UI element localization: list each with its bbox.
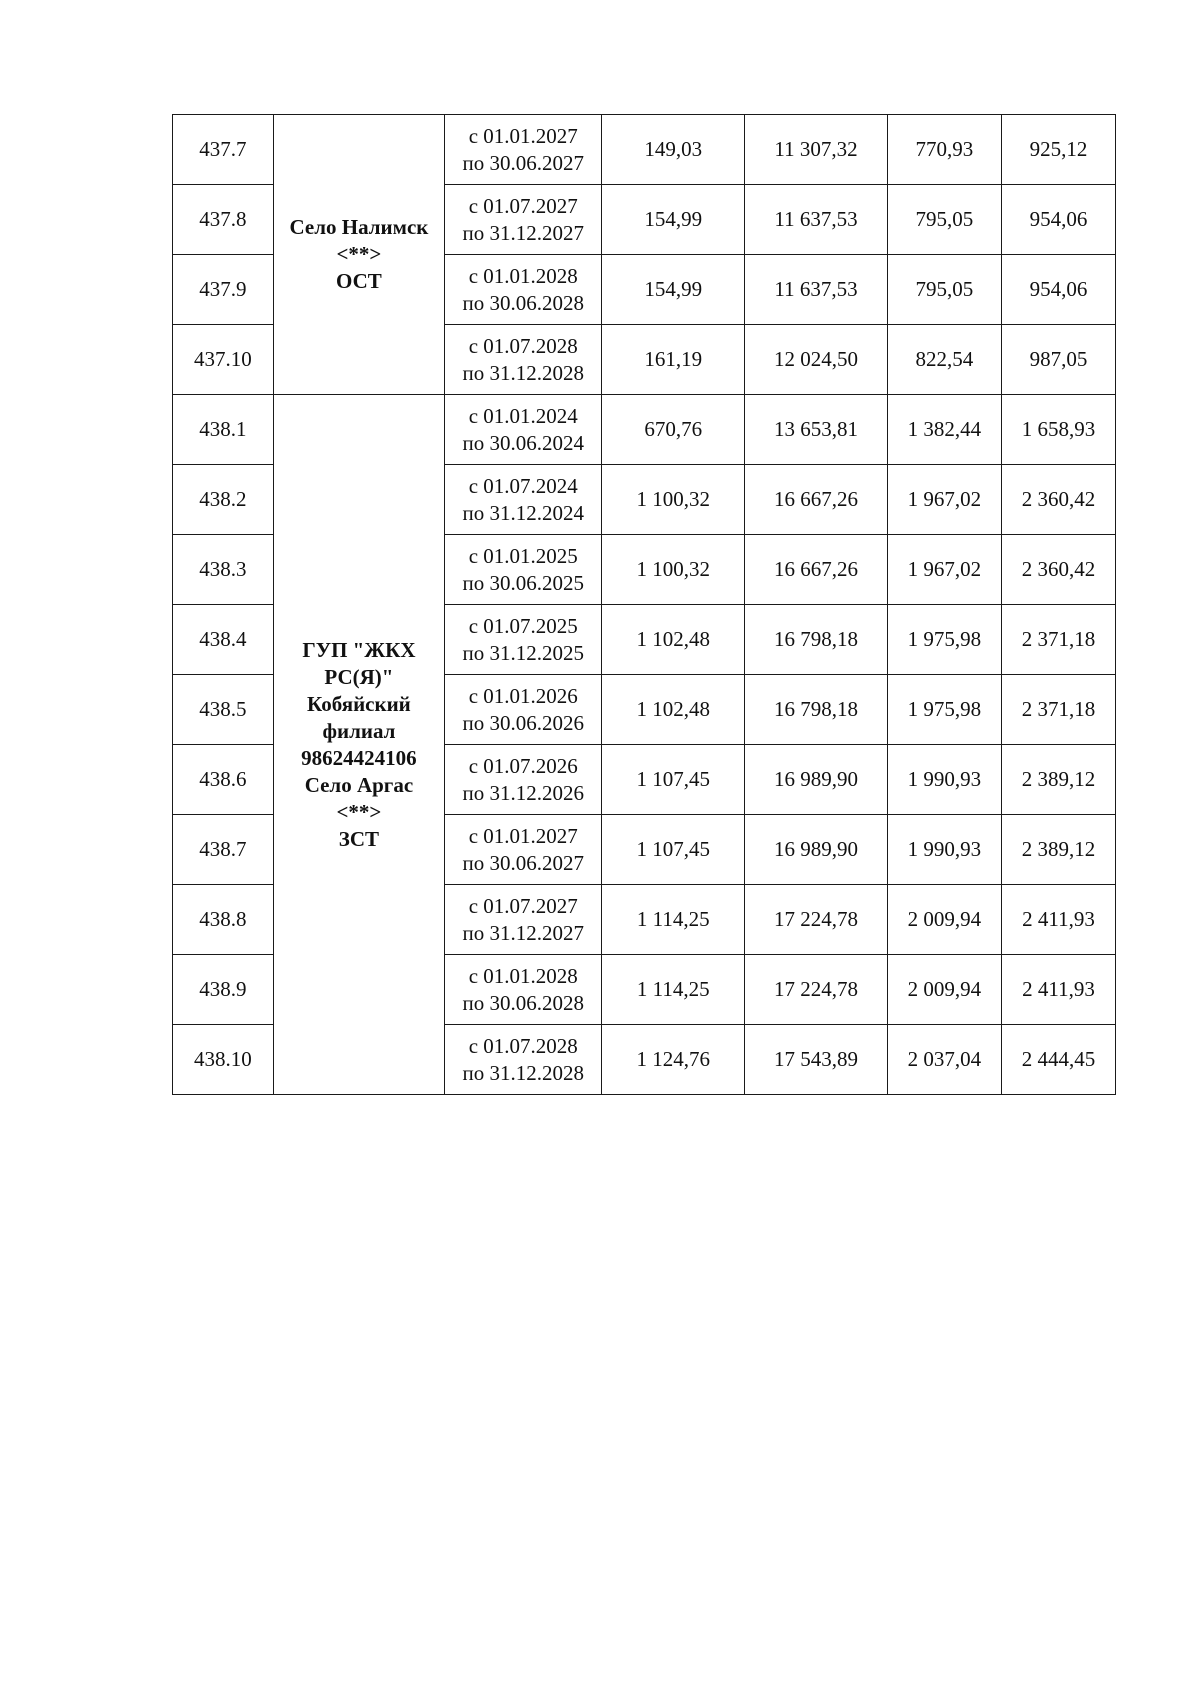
period-from: с 01.01.2028 bbox=[468, 963, 578, 988]
period-to: по 30.06.2027 bbox=[462, 150, 585, 175]
period-to: по 31.12.2025 bbox=[462, 640, 585, 665]
organization-line: Село Налимск bbox=[289, 215, 429, 239]
value-cell-1: 1 102,48 bbox=[602, 675, 745, 745]
value-cell-4: 2 360,42 bbox=[1001, 465, 1115, 535]
value-cell-1: 1 114,25 bbox=[602, 955, 745, 1025]
row-number: 438.8 bbox=[173, 885, 274, 955]
organization-line: ЗСТ bbox=[338, 826, 380, 851]
row-number: 438.1 bbox=[173, 395, 274, 465]
value-cell-3: 770,93 bbox=[887, 115, 1001, 185]
value-cell-2: 16 989,90 bbox=[745, 815, 888, 885]
value-cell-4: 925,12 bbox=[1001, 115, 1115, 185]
value-cell-4: 2 411,93 bbox=[1001, 955, 1115, 1025]
row-number: 438.10 bbox=[173, 1025, 274, 1095]
value-cell-3: 1 382,44 bbox=[887, 395, 1001, 465]
value-cell-1: 154,99 bbox=[602, 255, 745, 325]
period-cell bbox=[445, 955, 602, 1025]
value-cell-2: 16 667,26 bbox=[745, 535, 888, 605]
value-cell-4: 2 360,42 bbox=[1001, 535, 1115, 605]
table-row bbox=[173, 395, 1116, 465]
value-cell-2: 11 637,53 bbox=[745, 255, 888, 325]
value-cell-2: 16 989,90 bbox=[745, 745, 888, 815]
row-number: 437.10 bbox=[173, 325, 274, 395]
period-to: по 30.06.2025 bbox=[462, 570, 585, 595]
value-cell-4: 954,06 bbox=[1001, 255, 1115, 325]
period-to: по 31.12.2026 bbox=[462, 780, 585, 805]
value-cell-2: 16 798,18 bbox=[745, 675, 888, 745]
value-cell-2: 13 653,81 bbox=[745, 395, 888, 465]
value-cell-4: 2 389,12 bbox=[1001, 745, 1115, 815]
value-cell-2: 16 667,26 bbox=[745, 465, 888, 535]
period-cell bbox=[445, 675, 602, 745]
value-cell-3: 2 009,94 bbox=[887, 955, 1001, 1025]
value-cell-4: 954,06 bbox=[1001, 185, 1115, 255]
value-cell-3: 2 037,04 bbox=[887, 1025, 1001, 1095]
period-cell bbox=[445, 885, 602, 955]
value-cell-1: 154,99 bbox=[602, 185, 745, 255]
period-cell bbox=[445, 395, 602, 465]
value-cell-4: 2 444,45 bbox=[1001, 1025, 1115, 1095]
period-cell bbox=[445, 815, 602, 885]
value-cell-4: 1 658,93 bbox=[1001, 395, 1115, 465]
period-to: по 31.12.2024 bbox=[462, 500, 585, 525]
organization-line: РС(Я)" bbox=[324, 664, 394, 689]
table-row bbox=[173, 115, 1116, 185]
period-from: с 01.01.2027 bbox=[468, 823, 578, 848]
period-from: с 01.07.2024 bbox=[468, 473, 578, 498]
value-cell-3: 795,05 bbox=[887, 185, 1001, 255]
value-cell-1: 1 124,76 bbox=[602, 1025, 745, 1095]
period-to: по 31.12.2028 bbox=[462, 1060, 585, 1085]
period-from: с 01.07.2027 bbox=[468, 893, 578, 918]
period-to: по 30.06.2028 bbox=[462, 290, 585, 315]
value-cell-3: 822,54 bbox=[887, 325, 1001, 395]
value-cell-3: 1 975,98 bbox=[887, 675, 1001, 745]
value-cell-4: 2 371,18 bbox=[1001, 605, 1115, 675]
row-number: 438.4 bbox=[173, 605, 274, 675]
value-cell-1: 1 100,32 bbox=[602, 465, 745, 535]
value-cell-4: 2 389,12 bbox=[1001, 815, 1115, 885]
value-cell-3: 2 009,94 bbox=[887, 885, 1001, 955]
value-cell-1: 161,19 bbox=[602, 325, 745, 395]
period-cell bbox=[445, 255, 602, 325]
organization-cell bbox=[273, 115, 445, 395]
organization-line: Село Аргас bbox=[304, 772, 414, 797]
row-number: 438.9 bbox=[173, 955, 274, 1025]
period-from: с 01.07.2025 bbox=[468, 613, 578, 638]
row-number: 438.7 bbox=[173, 815, 274, 885]
period-cell bbox=[445, 605, 602, 675]
value-cell-1: 1 107,45 bbox=[602, 815, 745, 885]
period-from: с 01.01.2027 bbox=[468, 123, 578, 148]
value-cell-2: 17 224,78 bbox=[745, 955, 888, 1025]
value-cell-3: 1 967,02 bbox=[887, 535, 1001, 605]
period-to: по 31.12.2027 bbox=[462, 920, 585, 945]
period-cell bbox=[445, 465, 602, 535]
period-from: с 01.07.2028 bbox=[468, 333, 578, 358]
period-from: с 01.01.2025 bbox=[468, 543, 578, 568]
period-cell bbox=[445, 115, 602, 185]
row-number: 438.5 bbox=[173, 675, 274, 745]
value-cell-1: 1 100,32 bbox=[602, 535, 745, 605]
value-cell-3: 1 967,02 bbox=[887, 465, 1001, 535]
period-from: с 01.01.2024 bbox=[468, 403, 578, 428]
period-to: по 30.06.2026 bbox=[462, 710, 585, 735]
organization-line: 98624424106 bbox=[301, 745, 417, 770]
period-to: по 30.06.2027 bbox=[462, 850, 585, 875]
tariff-table bbox=[172, 114, 1116, 1095]
period-cell bbox=[445, 745, 602, 815]
period-to: по 31.12.2028 bbox=[462, 360, 585, 385]
period-from: с 01.01.2026 bbox=[468, 683, 578, 708]
value-cell-4: 987,05 bbox=[1001, 325, 1115, 395]
row-number: 438.2 bbox=[173, 465, 274, 535]
value-cell-2: 17 224,78 bbox=[745, 885, 888, 955]
tariff-table-body bbox=[173, 115, 1116, 1095]
period-to: по 31.12.2027 bbox=[462, 220, 585, 245]
period-from: с 01.01.2028 bbox=[468, 263, 578, 288]
organization-line: ГУП "ЖКХ bbox=[302, 637, 416, 662]
row-number: 437.7 bbox=[173, 115, 274, 185]
row-number: 437.9 bbox=[173, 255, 274, 325]
organization-line: Кобяйский bbox=[307, 691, 411, 716]
value-cell-2: 12 024,50 bbox=[745, 325, 888, 395]
period-from: с 01.07.2027 bbox=[468, 193, 578, 218]
value-cell-2: 17 543,89 bbox=[745, 1025, 888, 1095]
value-cell-1: 1 114,25 bbox=[602, 885, 745, 955]
value-cell-2: 16 798,18 bbox=[745, 605, 888, 675]
period-cell bbox=[445, 1025, 602, 1095]
value-cell-1: 670,76 bbox=[602, 395, 745, 465]
organization-line: ОСТ bbox=[336, 269, 382, 293]
value-cell-3: 795,05 bbox=[887, 255, 1001, 325]
period-cell bbox=[445, 535, 602, 605]
value-cell-4: 2 371,18 bbox=[1001, 675, 1115, 745]
value-cell-2: 11 307,32 bbox=[745, 115, 888, 185]
row-number: 438.3 bbox=[173, 535, 274, 605]
period-from: с 01.07.2028 bbox=[468, 1033, 578, 1058]
value-cell-3: 1 990,93 bbox=[887, 815, 1001, 885]
value-cell-1: 1 102,48 bbox=[602, 605, 745, 675]
period-to: по 30.06.2024 bbox=[462, 430, 585, 455]
row-number: 438.6 bbox=[173, 745, 274, 815]
value-cell-4: 2 411,93 bbox=[1001, 885, 1115, 955]
value-cell-3: 1 990,93 bbox=[887, 745, 1001, 815]
value-cell-1: 1 107,45 bbox=[602, 745, 745, 815]
value-cell-1: 149,03 bbox=[602, 115, 745, 185]
period-cell bbox=[445, 185, 602, 255]
organization-cell bbox=[273, 395, 445, 1095]
value-cell-2: 11 637,53 bbox=[745, 185, 888, 255]
organization-line: <**> bbox=[336, 242, 382, 266]
row-number: 437.8 bbox=[173, 185, 274, 255]
organization-line: <**> bbox=[336, 799, 382, 824]
period-cell bbox=[445, 325, 602, 395]
organization-line: филиал bbox=[322, 718, 396, 743]
period-to: по 30.06.2028 bbox=[462, 990, 585, 1015]
period-from: с 01.07.2026 bbox=[468, 753, 578, 778]
value-cell-3: 1 975,98 bbox=[887, 605, 1001, 675]
